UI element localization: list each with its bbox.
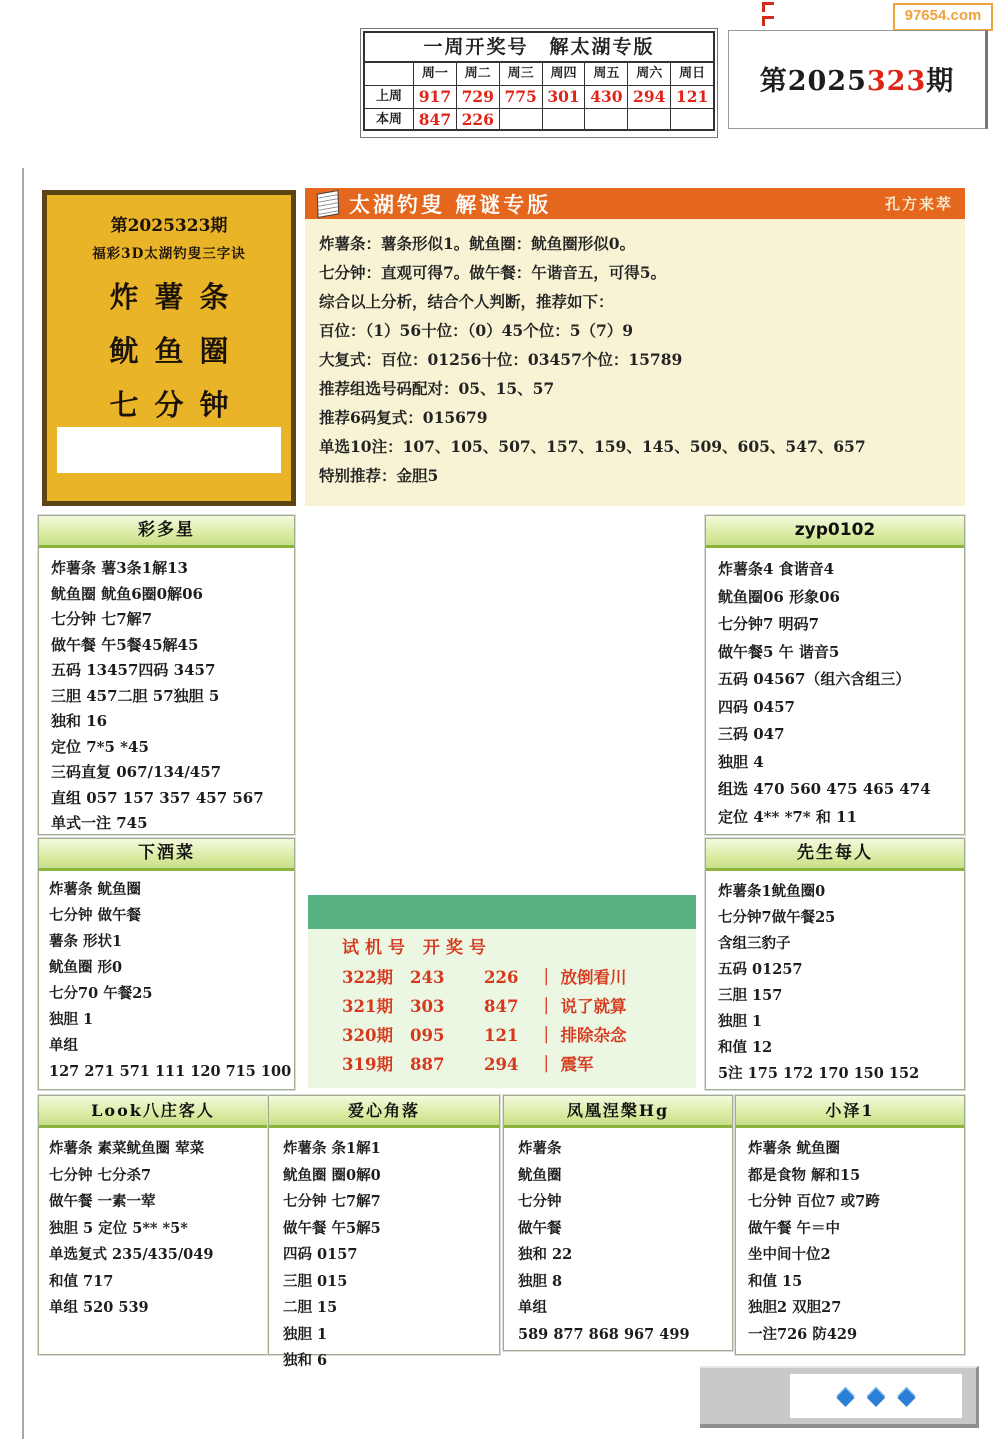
result-cell [628, 109, 671, 131]
xiansheng-box [705, 838, 965, 1090]
last-week-row [365, 85, 713, 108]
corner-cell [365, 63, 414, 85]
draw-row: 320期 095 121 ｜ 排除杂念 [342, 1026, 627, 1045]
result-cell: 301 [543, 86, 586, 108]
text-line: 七分钟 [518, 1193, 562, 1210]
diamond-rating-box [790, 1374, 962, 1418]
text-line: 组选 470 560 475 465 474 [718, 780, 931, 798]
gold-subtitle: 福彩3D太湖钓叟三字诀 [92, 246, 246, 262]
riddle-line: 炸薯条 [109, 280, 245, 314]
issue-number: 第2025323期 [759, 66, 955, 97]
riddle-line: 七分钟 [109, 388, 245, 422]
analysis-line: 大复式：百位：01256十位：03457个位：15789 [319, 350, 683, 369]
text-line: 和值 12 [718, 1039, 773, 1056]
zyp-box [705, 515, 965, 835]
draw-row: 322期 243 226 ｜ 放倒看川 [342, 968, 627, 987]
text-line: 七分钟 百位7 或7跨 [748, 1193, 880, 1210]
analysis-line: 推荐6码复式：015679 [319, 408, 488, 427]
analysis-line: 综合以上分析，结合个人判断，推荐如下： [319, 292, 614, 311]
draw-numbers-box [308, 895, 696, 1088]
zyp-title: zyp0102 [706, 516, 964, 548]
result-cell [500, 109, 543, 131]
diamond-icon: ◆ [866, 1382, 886, 1410]
text-line: 七分钟 七7解7 [283, 1193, 381, 1210]
text-line: 五码 04567（组六含组三） [718, 670, 911, 688]
analysis-line: 百位：（1）56十位：（0）45个位：5（7）9 [319, 321, 634, 340]
analysis-line: 特别推荐：金胆5 [319, 466, 439, 485]
text-line: 做午餐 一素一荤 [49, 1193, 156, 1210]
text-line: 做午餐 午＝中 [748, 1219, 841, 1237]
text-line: 炸薯条 薯3条1解13 [51, 559, 188, 577]
site-badge-link[interactable]: 97654.com [893, 3, 993, 31]
gold-riddle-box [42, 190, 296, 506]
text-line: 定位 7*5 *45 [51, 737, 149, 756]
text-line: 做午餐 午5解5 [283, 1219, 381, 1237]
weekly-table-title: 一周开奖号 解太湖专版 [365, 33, 713, 63]
text-line: 做午餐 [518, 1219, 562, 1237]
text-line: 一注726 防429 [748, 1325, 858, 1343]
this-week-row [365, 108, 713, 131]
draw-row: 319期 887 294 ｜ 震军 [342, 1055, 594, 1074]
text-line: 炸薯条1鱿鱼圈0 [718, 883, 826, 900]
text-line: 定位 4** *7* 和 11 [718, 807, 858, 826]
text-line: 鱿鱼圈 鱿鱼6圈0解06 [51, 584, 203, 603]
text-line: 鱿鱼圈 形0 [49, 959, 123, 976]
text-line: 和值 15 [748, 1272, 803, 1290]
bottom-box-4-title: 小泽1 [736, 1096, 964, 1128]
result-cell [585, 109, 628, 131]
text-line: 都是食物 解和15 [748, 1166, 861, 1184]
text-line: 单组 [518, 1299, 547, 1316]
weekday-header-cell: 周二 [457, 63, 500, 85]
text-line: 炸薯条 [518, 1140, 562, 1157]
analysis-line: 炸薯条：薯条形似1。鱿鱼圈：鱿鱼圈形似0。 [319, 234, 636, 253]
left-rail-divider [22, 168, 24, 1439]
text-line: 炸薯条 鱿鱼圈 [49, 881, 142, 898]
result-cell: 294 [628, 86, 671, 108]
result-cell: 847 [414, 109, 457, 131]
text-line: 做午餐5 午 谐音5 [718, 642, 840, 661]
text-line: 独和 6 [283, 1352, 328, 1369]
row-label: 上周 [365, 86, 414, 108]
riddle-line: 鱿鱼圈 [109, 334, 245, 368]
text-line: 七分钟7做午餐25 [718, 909, 836, 926]
text-line: 含组三豹子 [718, 935, 791, 952]
weekly-table-header-row [365, 63, 713, 85]
diamond-icon: ◆ [897, 1382, 916, 1410]
text-line: 七分钟7 明码7 [718, 615, 820, 633]
text-line: 四码 0457 [718, 697, 795, 716]
weekday-header-cell: 周一 [414, 63, 457, 85]
text-line: 独胆2 双胆27 [748, 1299, 842, 1316]
result-cell [671, 109, 713, 131]
analysis-line: 七分钟：直观可得7。做午餐：午谐音五，可得5。 [319, 263, 667, 282]
bottom-box-2-title: 爱心角落 [269, 1096, 499, 1128]
weekday-header-cell: 周六 [628, 63, 671, 85]
text-line: 三胆 457二胆 57独胆 5 [51, 686, 220, 705]
xiajiucai-box [38, 838, 295, 1090]
text-line: 独胆 5 定位 5** *5* [49, 1219, 188, 1237]
result-cell [543, 109, 586, 131]
text-line: 坐中间十位2 [748, 1246, 831, 1263]
result-cell: 430 [585, 86, 628, 108]
text-line: 三胆 157 [718, 987, 783, 1004]
text-line: 四码 0157 [283, 1246, 358, 1263]
text-line: 炸薯条 鱿鱼圈 [748, 1140, 841, 1157]
text-line: 和值 717 [49, 1272, 114, 1290]
weekly-results-table [360, 28, 718, 138]
gold-issue: 第2025323期 [110, 216, 228, 236]
analysis-line: 单选10注：107、105、507、157、159、145、509、605、547、657 [319, 437, 866, 456]
result-cell: 729 [457, 86, 500, 108]
text-line: 七分70 午餐25 [49, 985, 153, 1002]
text-line: 5注 175 172 170 150 152 [718, 1065, 920, 1082]
bottom-box-1 [38, 1095, 268, 1355]
text-line: 鱿鱼圈 圈0解0 [283, 1166, 381, 1184]
text-line: 独胆 1 [49, 1011, 94, 1028]
result-cell: 226 [457, 109, 500, 131]
caiduoxing-box [38, 515, 295, 835]
blank-placeholder [57, 427, 281, 473]
result-cell: 121 [675, 87, 709, 106]
row-label: 本周 [365, 109, 414, 131]
text-line: 炸薯条 条1解1 [283, 1140, 381, 1157]
text-line: 直组 057 157 357 457 567 [51, 788, 264, 807]
red-marks-decoration [762, 2, 774, 30]
text-line: 单组 [49, 1037, 78, 1054]
text-line: 鱿鱼圈 [518, 1166, 562, 1184]
text-line: 单式一注 745 [51, 814, 148, 832]
text-line: 三胆 015 [283, 1272, 348, 1290]
panel-title: 太湖钓叟 解谜专版 [349, 191, 552, 217]
text-line: 七分钟 做午餐 [49, 907, 142, 924]
xiajiucai-title: 下酒菜 [39, 839, 294, 871]
text-line: 589 877 868 967 499 [518, 1325, 690, 1343]
text-line: 三码 047 [718, 725, 785, 743]
text-line: 独和 16 [51, 712, 108, 730]
result-cell: 917 [414, 86, 457, 108]
newspaper-icon [317, 189, 340, 217]
text-line: 炸薯条 素菜鱿鱼圈 荤菜 [49, 1140, 205, 1157]
issue-number-box [728, 30, 988, 129]
bottom-box-3-title: 凤凰涅槃Hg [504, 1096, 732, 1128]
xiansheng-title: 先生每人 [706, 839, 964, 871]
text-line: 二胆 15 [283, 1299, 338, 1316]
panel-header [305, 188, 965, 219]
bottom-box-3 [503, 1095, 733, 1351]
text-line: 独胆 4 [718, 752, 764, 771]
text-line: 单选复式 235/435/049 [49, 1246, 214, 1263]
text-line: 三码直复 067/134/457 [51, 763, 222, 781]
diamond-icon: ◆ [836, 1382, 855, 1410]
text-line: 鱿鱼圈06 形象06 [718, 587, 840, 606]
weekday-header-cell: 周五 [585, 63, 628, 85]
weekday-header-cell: 周四 [543, 63, 586, 85]
text-line: 薯条 形状1 [49, 933, 123, 950]
draw-box-header-band [308, 895, 696, 929]
bottom-box-4 [735, 1095, 965, 1355]
text-line: 七分钟 七7解7 [51, 610, 153, 628]
text-line: 独胆 8 [518, 1272, 563, 1290]
issue-highlight: 323 [866, 66, 927, 97]
text-line: 独胆 1 [283, 1325, 328, 1343]
text-line: 独和 22 [518, 1246, 573, 1263]
panel-author: 孔方来萃 [884, 195, 953, 213]
footer-bar [700, 1366, 979, 1428]
analysis-line: 推荐组选号码配对：05、15、57 [319, 379, 555, 398]
text-line: 独胆 1 [718, 1013, 763, 1030]
text-line: 五码 01257 [718, 961, 803, 978]
text-line: 单组 520 539 [49, 1299, 149, 1316]
text-line: 五码 13457四码 3457 [51, 661, 216, 679]
draw-column-header: 试机号 开奖号 [342, 938, 492, 958]
bottom-box-1-title: Look八庄客人 [39, 1096, 267, 1128]
result-cell: 775 [500, 86, 543, 108]
text-line: 炸薯条4 食谐音4 [718, 560, 835, 578]
text-line: 做午餐 午5餐45解45 [51, 635, 199, 654]
text-line: 127 271 571 111 120 715 100 [49, 1063, 292, 1080]
main-analysis-panel [305, 188, 965, 506]
caiduoxing-title: 彩多星 [39, 516, 294, 548]
draw-row: 321期 303 847 ｜ 说了就算 [342, 997, 627, 1016]
weekday-header-cell: 周日 [679, 66, 706, 81]
weekday-header-cell: 周三 [500, 63, 543, 85]
text-line: 七分钟 七分杀7 [49, 1166, 152, 1184]
bottom-box-2 [268, 1095, 500, 1369]
